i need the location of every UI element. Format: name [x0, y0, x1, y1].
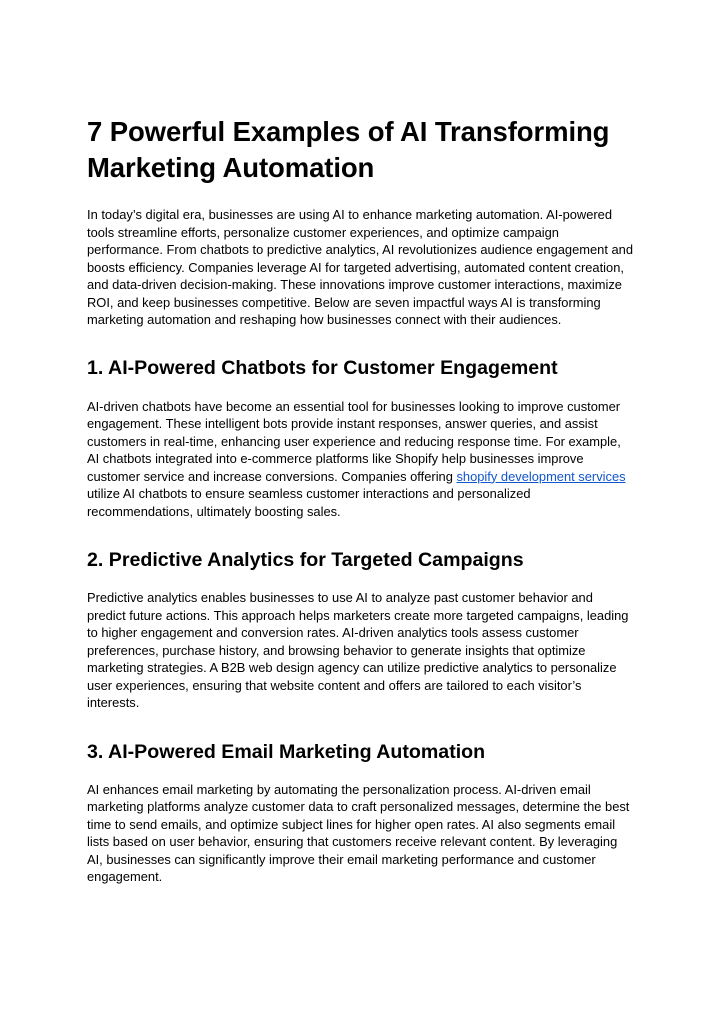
- shopify-development-services-link[interactable]: shopify development services: [456, 468, 626, 484]
- intro-paragraph: In today’s digital era, businesses are using AI to enhance marketing automation. AI-powered tools streamline efforts, personalize customer experiences, and optimize campaign performance. From chatbots to predictive analytics, AI revolutionizes audience engagement and boosts efficiency. Companies leverage AI for targeted advertising, automated content creation, and data-driven decision-making. These innovations improve customer interactions, maximize ROI, and keep businesses competitive. Below are seven impactful ways AI is transforming marketing automation and reshaping how businesses connect with their audiences.: [87, 207, 634, 327]
- section-3-paragraph: AI enhances email marketing by automating the personalization process. AI-driven email marketing platforms analyze customer data to craft personalized messages, determine the best time to send emails, and optimize subject lines for higher open rates. AI also segments email lists based on user behavior, ensuring that customers receive relevant content. By leveraging AI, businesses can significantly improve their email marketing performance and customer engagement.: [87, 781, 630, 884]
- section-3-heading: 3. AI-Powered Email Marketing Automation: [87, 740, 486, 763]
- section-2-paragraph: Predictive analytics enables businesses to use AI to analyze past customer behavior and predict future actions. This approach helps marketers create more targeted campaigns, leading to higher engagement and conversion rates. AI-driven analytics tools assess customer preferences, purchase history, and browsing behavior to generate insights that optimize marketing strategies. A B2B web design agency can utilize predictive analytics to personalize user experiences, ensuring that website content and offers are tailored to each visitor’s interests.: [87, 590, 629, 710]
- section-1-heading: 1. AI-Powered Chatbots for Customer Engagement: [87, 356, 558, 379]
- section-1-text-after-link: utilize AI chatbots to ensure seamless customer interactions and personalized recommendations, ultimately boosting sales.: [87, 486, 531, 519]
- section-1-text-before-link: AI-driven chatbots have become an essential tool for businesses looking to improve customer engagement. These intelligent bots provide instant responses, answer queries, and assist customers in real-time, enhancing user experience and reducing response time. For example, AI chatbots integrated into e-commerce platforms like Shopify help businesses improve customer service and increase conversions. Companies offering: [87, 398, 621, 484]
- page-title: 7 Powerful Examples of AI Transforming Marketing Automation: [87, 116, 610, 183]
- section-1-paragraph: [87, 398, 634, 521]
- section-2-heading: 2. Predictive Analytics for Targeted Campaigns: [87, 549, 524, 571]
